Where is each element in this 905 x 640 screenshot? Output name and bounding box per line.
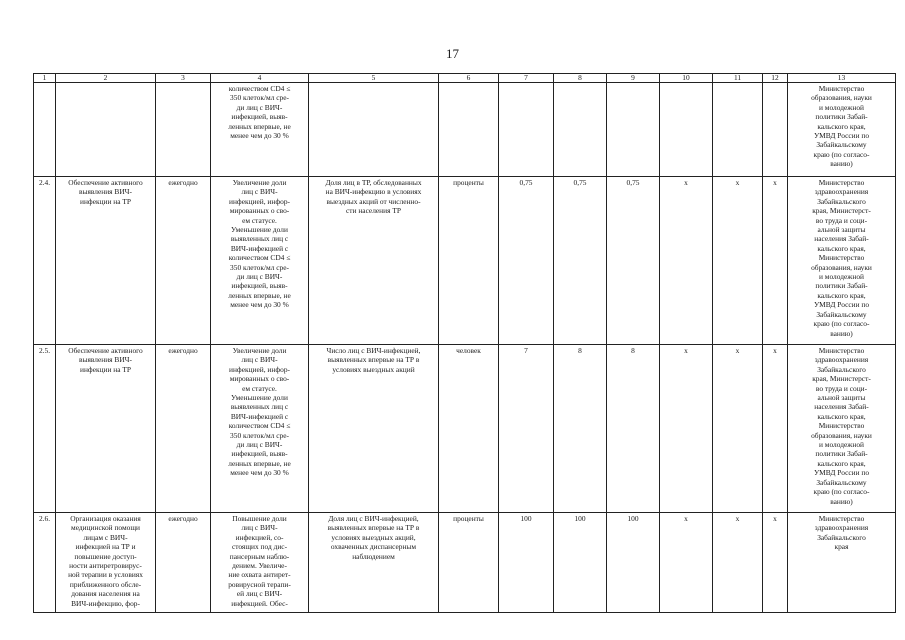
value-col-10: х — [660, 177, 713, 345]
value-col-7 — [499, 83, 554, 177]
column-number: 13 — [788, 74, 896, 83]
responsible-executor: Министерство здравоохранения Забайкальского края — [788, 513, 896, 613]
activity-name: Обеспечение активного выявления ВИЧ- инфекции на ТР — [56, 345, 156, 513]
value-col-10: х — [660, 345, 713, 513]
table-row — [34, 513, 896, 613]
value-col-12: х — [763, 345, 788, 513]
value-col-12: х — [763, 513, 788, 613]
responsible-executor: Министерство здравоохранения Забайкальского края, Министерст- во труда и соци- альной защиты населения Забай- кальского края, Министерство образования, науки и молодежной политики Забай- кальского края, УМВД России по Забайкальскому краю (по согласо- ванию) — [788, 345, 896, 513]
value-col-10: х — [660, 513, 713, 613]
column-number: 8 — [554, 74, 607, 83]
column-number: 11 — [713, 74, 763, 83]
program-table — [33, 73, 896, 613]
value-col-7: 0,75 — [499, 177, 554, 345]
unit-cell: человек — [439, 345, 499, 513]
column-number: 9 — [607, 74, 660, 83]
indicator-name: Число лиц с ВИЧ-инфекцией, выявленных впервые на ТР в условиях выездных акций — [309, 345, 439, 513]
column-number: 2 — [56, 74, 156, 83]
activity-name: Организация оказания медицинской помощи лицам с ВИЧ- инфекцией на ТР и повышение доступ- ности антиретровирус- ной терапии в условиях приближенного обсле- дования населения на ВИЧ-инфекцию, фор- — [56, 513, 156, 613]
activity-name: Обеспечение активного выявления ВИЧ- инфекции на ТР — [56, 177, 156, 345]
value-col-11: х — [713, 177, 763, 345]
value-col-9: 0,75 — [607, 177, 660, 345]
indicator-name: Доля лиц с ВИЧ-инфекцией, выявленных впервые на ТР в условиях выездных акций, охваченных диспансерным наблюдением — [309, 513, 439, 613]
column-number: 1 — [34, 74, 56, 83]
unit-cell — [439, 83, 499, 177]
value-col-8: 0,75 — [554, 177, 607, 345]
indicator-name — [309, 83, 439, 177]
value-col-12 — [763, 83, 788, 177]
expected-result: Увеличение доли лиц с ВИЧ- инфекцией, инфор- мированных о сво- ем статусе. Уменьшение доли выявленных лиц с ВИЧ-инфекцией с количеством CD4 ≤ 350 клеток/мл сре- ди лиц с ВИЧ- инфекцией, выяв- ленных впервые, не менее чем до 30 % — [211, 177, 309, 345]
expected-result: Повышение доли лиц с ВИЧ- инфекцией, со- стоящих под дис- пансерным наблю- дением. Увеличе- ние охвата антирет- ровирусной терапи- ей лиц с ВИЧ- инфекцией. Обес- — [211, 513, 309, 613]
column-number: 6 — [439, 74, 499, 83]
value-col-12: х — [763, 177, 788, 345]
page-number: 17 — [446, 46, 459, 61]
value-col-7: 7 — [499, 345, 554, 513]
column-number-row — [34, 74, 896, 83]
period-cell: ежегодно — [156, 513, 211, 613]
value-col-11 — [713, 83, 763, 177]
row-number — [34, 83, 56, 177]
value-col-9 — [607, 83, 660, 177]
column-number: 12 — [763, 74, 788, 83]
value-col-8 — [554, 83, 607, 177]
expected-result: Увеличение доли лиц с ВИЧ- инфекцией, инфор- мированных о сво- ем статусе. Уменьшение доли выявленных лиц с ВИЧ-инфекцией с количеством CD4 ≤ 350 клеток/мл сре- ди лиц с ВИЧ- инфекцией, выяв- ленных впервые, не менее чем до 30 % — [211, 345, 309, 513]
period-cell: ежегодно — [156, 177, 211, 345]
value-col-8: 8 — [554, 345, 607, 513]
value-col-11: х — [713, 513, 763, 613]
column-number: 3 — [156, 74, 211, 83]
column-number: 5 — [309, 74, 439, 83]
table-row — [34, 177, 896, 345]
row-number: 2.4. — [34, 177, 56, 345]
value-col-8: 100 — [554, 513, 607, 613]
expected-result: количеством CD4 ≤ 350 клеток/мл сре- ди лиц с ВИЧ- инфекцией, выяв- ленных впервые, не менее чем до 30 % — [211, 83, 309, 177]
row-number: 2.5. — [34, 345, 56, 513]
responsible-executor: Министерство здравоохранения Забайкальского края, Министерст- во труда и соци- альной защиты населения Забай- кальского края, Министерство образования, науки и молодежной политики Забай- кальского края, УМВД России по Забайкальскому краю (по согласо- ванию) — [788, 177, 896, 345]
value-col-9: 100 — [607, 513, 660, 613]
period-cell — [156, 83, 211, 177]
unit-cell: проценты — [439, 177, 499, 345]
activity-name — [56, 83, 156, 177]
column-number: 7 — [499, 74, 554, 83]
table-row — [34, 83, 896, 177]
responsible-executor: Министерство образования, науки и молодежной политики Забай- кальского края, УМВД России по Забайкальскому краю (по согласо- ванию) — [788, 83, 896, 177]
value-col-10 — [660, 83, 713, 177]
period-cell: ежегодно — [156, 345, 211, 513]
row-number: 2.6. — [34, 513, 56, 613]
unit-cell: проценты — [439, 513, 499, 613]
column-number: 4 — [211, 74, 309, 83]
value-col-9: 8 — [607, 345, 660, 513]
column-number: 10 — [660, 74, 713, 83]
value-col-7: 100 — [499, 513, 554, 613]
indicator-name: Доля лиц в ТР, обследованных на ВИЧ-инфекцию в условиях выездных акций от численно- сти населения ТР — [309, 177, 439, 345]
value-col-11: х — [713, 345, 763, 513]
table-row — [34, 345, 896, 513]
